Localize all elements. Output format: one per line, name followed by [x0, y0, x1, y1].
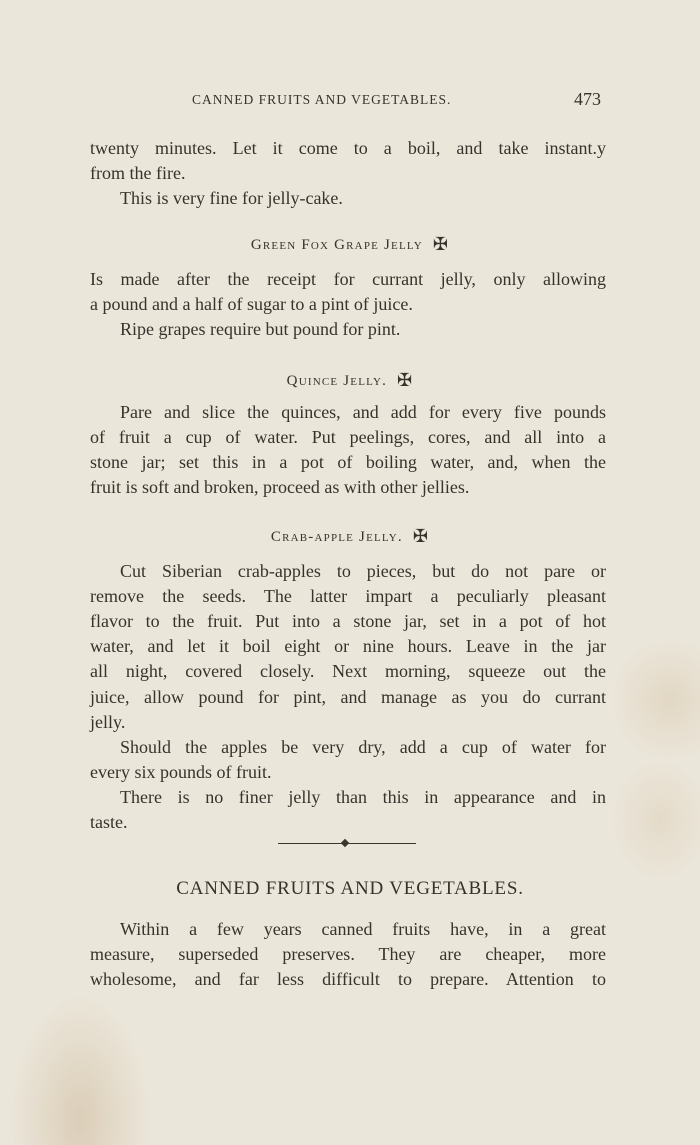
section-divider — [278, 843, 416, 844]
recipe-heading — [0, 233, 700, 254]
running-header: CANNED FRUITS AND VEGETABLES. — [192, 92, 452, 107]
text-line: remove the seeds. The latter impart a peculiarly pleasant — [90, 586, 606, 607]
text-line: water, and let it boil eight or nine hours. Leave in the jar — [90, 636, 606, 657]
text-line: This is very fine for jelly-cake. — [120, 188, 343, 209]
maltese-cross-icon: ✠ — [432, 234, 450, 254]
text-line: of fruit a cup of water. Put peelings, cores, and all into a — [90, 427, 606, 448]
text-line: Ripe grapes require but pound for pint. — [120, 319, 401, 340]
text-line: There is no finer jelly than this in appearance and in — [120, 786, 606, 807]
text-line: a pound and a half of sugar to a pint of juice. — [90, 294, 413, 315]
text-line: from the fire. — [90, 163, 186, 184]
text-line: Should the apples be very dry, add a cup of water for — [120, 736, 606, 757]
maltese-cross-icon: ✠ — [412, 526, 430, 546]
text-line: fruit is soft and broken, proceed as with other jellies. — [90, 477, 470, 498]
text-line: Cut Siberian crab-apples to pieces, but do not pare or — [120, 561, 606, 581]
recipe-heading — [0, 369, 700, 390]
text-line: Pare and slice the quinces, and add for every five pounds — [120, 402, 606, 422]
text-line: all night, covered closely. Next morning, squeeze out the — [90, 661, 606, 682]
recipe-heading-text: Green Fox Grape Jelly — [250, 237, 423, 253]
text-line: flavor to the fruit. Put into a stone jar, set in a pot of hot — [90, 611, 606, 632]
text-line: wholesome, and far less difficult to prepare. Attention to — [90, 969, 606, 990]
text-line: jelly. — [90, 711, 126, 732]
maltese-cross-icon: ✠ — [397, 370, 414, 390]
recipe-heading-text: Crab-apple Jelly. — [270, 529, 403, 545]
text-line: every six pounds of fruit. — [90, 761, 272, 782]
section-title: CANNED FRUITS AND VEGETABLES. — [176, 878, 524, 899]
text-line: measure, superseded preserves. They are cheaper, more — [90, 944, 606, 965]
page-number: 473 — [574, 89, 601, 109]
text-line: stone jar; set this in a pot of boiling water, and, when the — [90, 452, 606, 473]
recipe-heading-text: Quince Jelly. — [286, 373, 388, 389]
recipe-heading — [0, 525, 700, 546]
text-line: Within a few years canned fruits have, in a great — [120, 919, 606, 939]
text-line: Is made after the receipt for currant jelly, only allowing — [90, 269, 606, 289]
text-line: juice, allow pound for pint, and manage as you do currant — [90, 686, 606, 707]
text-line: twenty minutes. Let it come to a boil, and take instant.y — [90, 138, 606, 158]
text-line: taste. — [90, 812, 128, 832]
